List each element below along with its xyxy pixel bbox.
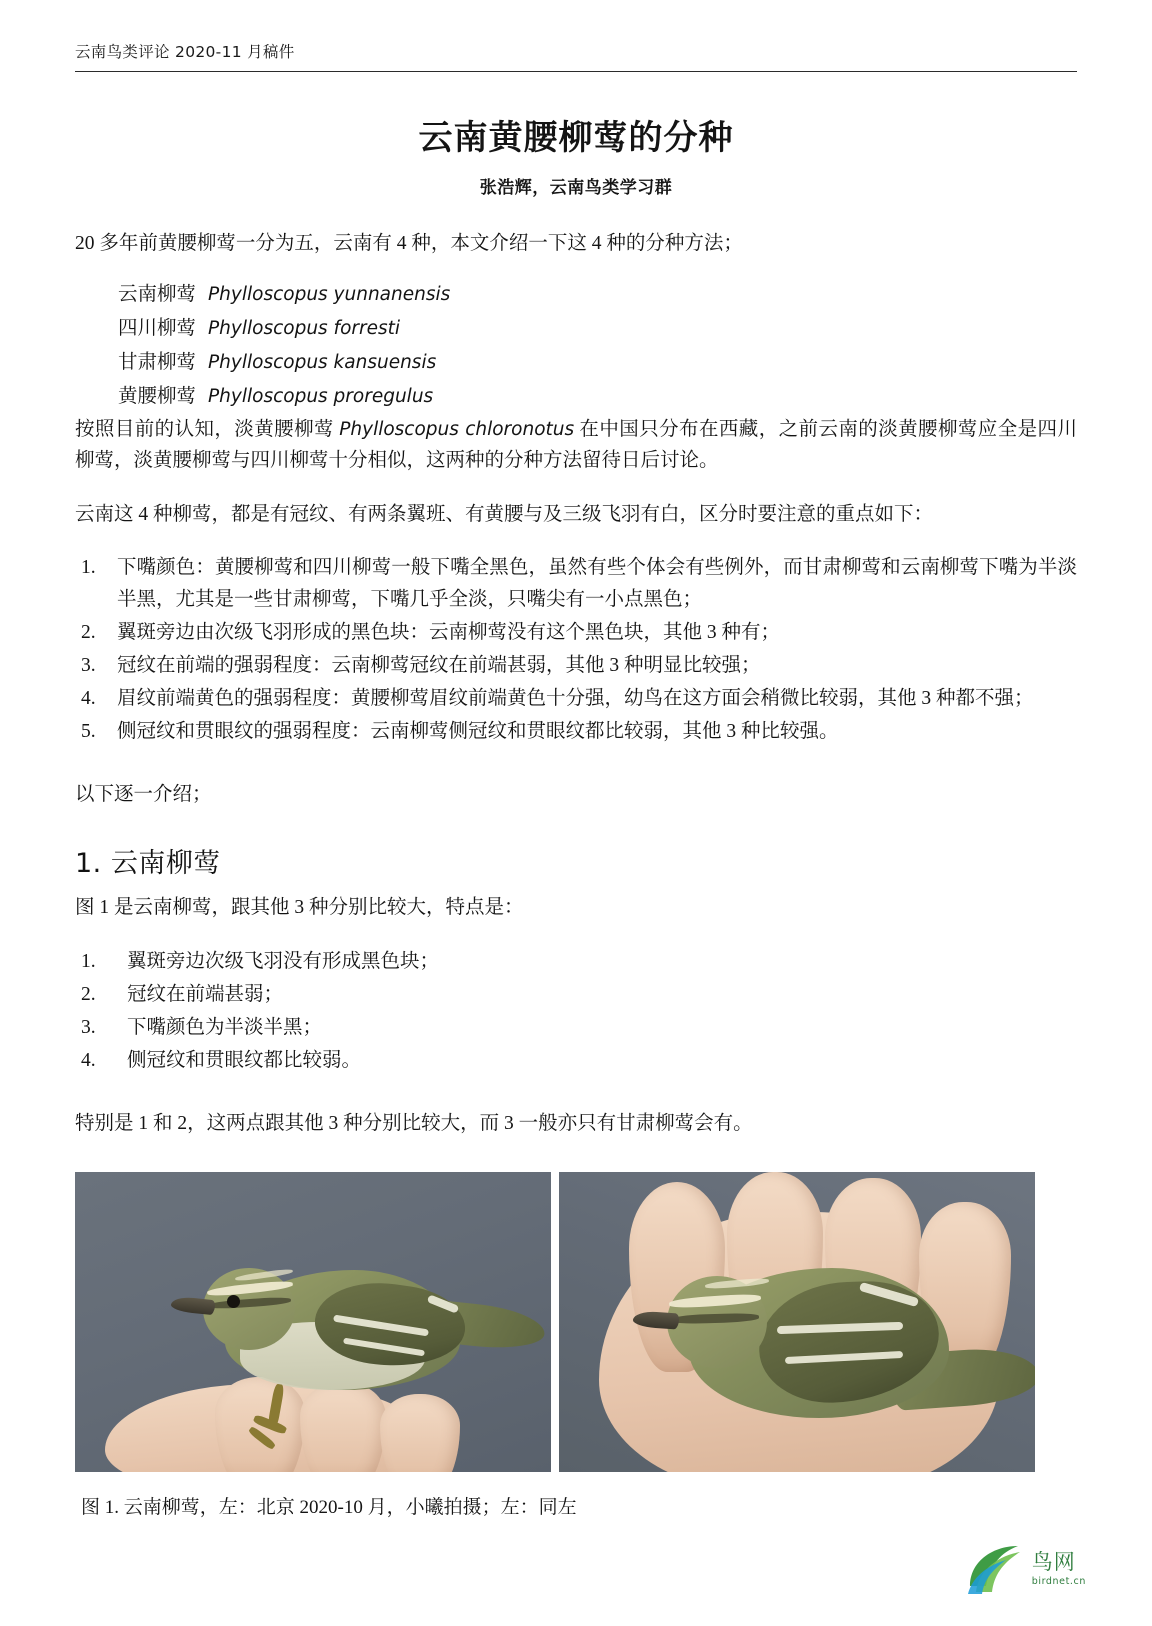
birdnet-logo-icon — [966, 1542, 1024, 1596]
list-item — [75, 380, 1077, 408]
section-1-closing: 特别是 1 和 2，这两点跟其他 3 种分别比较大，而 3 一般亦只有甘肃柳莺会有。 — [75, 1113, 753, 1135]
key-points-list — [75, 552, 1077, 747]
species-chinese-name: 云南柳莺 — [118, 283, 197, 305]
species-chinese-name: 黄腰柳莺 — [118, 385, 197, 407]
list-item-text: 翼斑旁边由次级飞羽形成的黑色块：云南柳莺没有这个黑色块，其他 3 种有； — [117, 621, 781, 643]
list-marker: 4. — [81, 1050, 96, 1072]
bird-photo-right — [559, 1172, 1035, 1472]
species-list — [75, 278, 1077, 408]
species-chinese-name: 甘肃柳莺 — [118, 351, 197, 373]
list-item-text: 冠纹在前端甚弱； — [127, 983, 284, 1005]
list-item-text: 下嘴颜色：黄腰柳莺和四川柳莺一般下嘴全黑色，虽然有些个体会有些例外，而甘肃柳莺和云南柳莺下嘴为半淡半黑，尤其是一些甘肃柳莺，下嘴几乎全淡，只嘴尖有一小点黑色； — [117, 557, 1077, 610]
list-item-text: 眉纹前端黄色的强弱程度：黄腰柳莺眉纹前端黄色十分强，幼鸟在这方面会稍微比较弱，其他 3 种都不强； — [117, 688, 1034, 710]
species-scientific-name: Phylloscopus kansuensis — [208, 351, 437, 373]
list-item — [75, 683, 1077, 714]
running-head-text: 云南鸟类评论 2020-11 月稿件 — [75, 43, 295, 61]
chloronotus-scientific-name: Phylloscopus chloronotus — [339, 418, 575, 440]
section-1-points-list — [75, 946, 1077, 1077]
birdnet-logo-en: birdnet.cn — [1031, 1575, 1086, 1587]
list-marker: 2. — [81, 983, 96, 1005]
list-item — [75, 278, 1077, 306]
list-item — [75, 716, 1077, 747]
birdnet-wordmark — [1031, 1549, 1086, 1587]
finger-shape — [380, 1394, 460, 1472]
finger-shape — [300, 1382, 386, 1472]
document-content — [75, 96, 1077, 1519]
running-header — [75, 40, 1077, 72]
figure-1-caption: 图 1. 云南柳莺，左：北京 2020-10 月，小曦拍摄；左：同左 — [81, 1496, 577, 1518]
figure-1-images — [75, 1172, 1035, 1472]
species-chinese-name: 四川柳莺 — [118, 317, 197, 339]
list-marker: 1. — [81, 557, 96, 579]
list-item-text: 翼斑旁边次级飞羽没有形成黑色块； — [127, 950, 440, 972]
list-item-text: 冠纹在前端的强弱程度：云南柳莺冠纹在前端甚弱，其他 3 种明显比较强； — [117, 654, 761, 676]
list-item — [75, 650, 1077, 681]
list-item — [75, 312, 1077, 340]
birdnet-logo-cn: 鸟网 — [1031, 1549, 1076, 1574]
list-item — [75, 552, 1077, 614]
list-marker: 4. — [81, 688, 96, 710]
list-marker: 3. — [81, 654, 96, 676]
bird-eye — [227, 1295, 240, 1308]
chloronotus-text-after: 在中国只分布在西藏，之前云南的淡黄腰柳莺应全是四川柳莺，淡黄腰柳莺与四川柳莺十分相似，这两种的分种方法留待日后讨论。 — [75, 418, 1077, 472]
list-item — [75, 617, 1077, 648]
chloronotus-text-before: 按照目前的认知，淡黄腰柳莺 — [75, 418, 340, 440]
list-item — [75, 1045, 1077, 1076]
list-item — [75, 1012, 1077, 1043]
transition-paragraph: 以下逐一介绍； — [75, 784, 212, 806]
list-marker: 5. — [81, 721, 96, 743]
list-item — [75, 979, 1077, 1010]
list-item — [75, 346, 1077, 374]
bird-head — [203, 1268, 295, 1350]
species-scientific-name: Phylloscopus proregulus — [208, 385, 434, 407]
list-marker: 2. — [81, 621, 96, 643]
page-title: 云南黄腰柳莺的分种 — [418, 118, 734, 158]
list-item-text: 侧冠纹和贯眼纹都比较弱。 — [127, 1050, 362, 1072]
species-scientific-name: Phylloscopus forresti — [208, 317, 401, 339]
header-divider — [75, 71, 1077, 72]
list-item — [75, 946, 1077, 977]
list-marker: 1. — [81, 950, 96, 972]
list-marker: 3. — [81, 1016, 96, 1038]
list-item-text: 下嘴颜色为半淡半黑； — [127, 1016, 323, 1038]
bird-photo-left — [75, 1172, 551, 1472]
species-scientific-name: Phylloscopus yunnanensis — [208, 283, 451, 305]
intro-paragraph: 20 多年前黄腰柳莺一分为五，云南有 4 种，本文介绍一下这 4 种的分种方法； — [75, 233, 743, 254]
common-features-paragraph: 云南这 4 种柳莺，都是有冠纹、有两条翼班、有黄腰与及三级飞羽有白，区分时要注意的重点如下： — [75, 503, 934, 525]
author-line: 张浩辉，云南鸟类学习群 — [479, 178, 673, 198]
birdnet-logo[interactable] — [966, 1542, 1086, 1596]
list-item-text: 侧冠纹和贯眼纹的强弱程度：云南柳莺侧冠纹和贯眼纹都比较弱，其他 3 种比较强。 — [117, 721, 839, 743]
section-heading-1: 1. 云南柳莺 — [75, 848, 221, 880]
figure-1 — [75, 1172, 1035, 1519]
section-1-lead: 图 1 是云南柳莺，跟其他 3 种分别比较大，特点是： — [75, 897, 524, 919]
chloronotus-paragraph — [75, 414, 1077, 477]
